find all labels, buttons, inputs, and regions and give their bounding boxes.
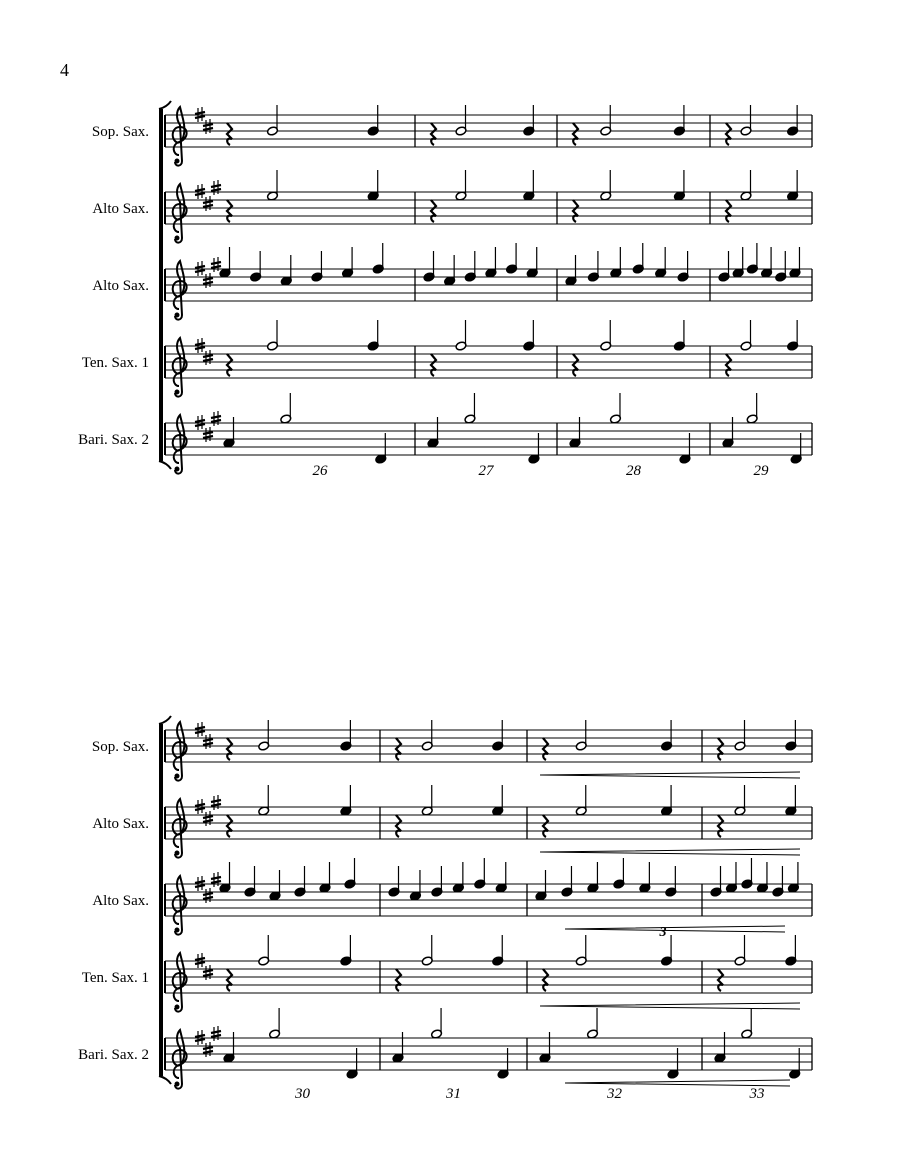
instrument-label: Ten. Sax. 1 [81,970,149,986]
quarter-rest-icon [543,969,548,991]
quarter-note-icon [342,247,354,278]
quarter-note-icon [506,243,518,274]
clef-dot-icon [175,467,180,472]
sharp-icon [211,411,221,426]
measure-number: 27 [478,463,494,479]
treble-clef-icon [173,184,187,243]
sharp-icon [211,1026,221,1041]
quarter-note-icon [639,862,651,893]
instrument-label: Bari. Sax. 2 [78,432,149,448]
quarter-rest-icon [573,200,578,222]
crescendo-hairpin [565,926,785,932]
quarter-rest-icon [396,815,401,837]
half-note-icon [740,105,752,136]
quarter-note-icon [761,247,773,278]
quarter-note-icon [587,251,599,282]
crescendo-hairpin [540,1003,800,1009]
quarter-rest-icon [396,969,401,991]
quarter-rest-icon [573,354,578,376]
treble-clef-icon [173,415,187,474]
quarter-rest-icon [227,354,232,376]
quarter-note-icon [444,255,456,286]
quarter-note-icon [718,251,730,282]
quarter-note-icon [280,255,292,286]
crescendo-hairpin [565,1080,790,1086]
staff-5 [78,393,812,474]
quarter-note-icon [410,870,422,901]
sharp-icon [211,872,221,887]
quarter-note-icon [269,870,281,901]
quarter-rest-icon [227,969,232,991]
half-note-icon [587,1008,599,1039]
sharp-icon [211,257,221,272]
instrument-label: Alto Sax. [92,816,149,832]
half-note-icon [600,105,612,136]
half-note-icon [258,720,270,751]
quarter-note-icon [523,105,535,136]
crescendo-hairpin [540,772,800,778]
staff-2 [92,170,812,243]
quarter-note-icon [757,862,769,893]
quarter-note-icon [677,251,689,282]
staff-3 [92,243,812,320]
instrument-label: Sop. Sax. [91,124,149,140]
quarter-note-icon [789,247,801,278]
quarter-note-icon [340,785,352,816]
half-note-icon [741,1008,753,1039]
staff-4 [82,935,812,1012]
quarter-note-icon [587,862,599,893]
bracket-top-hook [159,716,171,724]
quarter-note-icon [785,935,797,966]
quarter-note-icon [726,862,738,893]
quarter-note-icon [344,858,356,889]
quarter-note-icon [679,433,691,464]
quarter-note-icon [785,785,797,816]
half-note-icon [734,935,746,966]
measure-number: 30 [295,1086,310,1102]
quarter-note-icon [346,1048,358,1079]
quarter-note-icon [372,243,384,274]
system-2 [78,716,812,1102]
measure-number: 32 [607,1086,622,1102]
sharp-icon [211,180,221,195]
bracket-top-hook [159,101,171,109]
quarter-rest-icon [726,354,731,376]
clef-dot-icon [175,928,180,933]
treble-clef-icon [173,722,187,781]
quarter-note-icon [787,862,799,893]
quarter-note-icon [431,866,443,897]
measure-number: 28 [626,463,641,479]
quarter-note-icon [526,247,538,278]
quarter-rest-icon [227,815,232,837]
half-note-icon [455,170,467,201]
quarter-note-icon [452,862,464,893]
quarter-rest-icon [227,200,232,222]
quarter-note-icon [340,935,352,966]
half-note-icon [740,170,752,201]
treble-clef-icon [173,876,187,935]
system-1 [78,101,812,479]
half-note-icon [455,105,467,136]
quarter-note-icon [474,858,486,889]
half-note-icon [464,393,476,424]
quarter-note-icon [523,320,535,351]
quarter-note-icon [710,866,722,897]
sharp-icon [203,888,213,903]
quarter-note-icon [661,720,673,751]
instrument-label: Bari. Sax. 2 [78,1047,149,1063]
sharp-icon [203,119,213,134]
instrument-label: Sop. Sax. [91,739,149,755]
sharp-icon [203,273,213,288]
half-note-icon [734,785,746,816]
quarter-note-icon [787,105,799,136]
quarter-note-icon [790,433,802,464]
measure-number: 33 [749,1086,765,1102]
quarter-note-icon [367,170,379,201]
quarter-note-icon [528,433,540,464]
quarter-rest-icon [543,815,548,837]
staff-5 [78,1008,812,1089]
quarter-note-icon [789,1048,801,1079]
staff-2 [92,785,812,858]
quarter-note-icon [569,417,581,448]
bracket-bottom-hook [159,461,171,469]
clef-dot-icon [175,1082,180,1087]
quarter-rest-icon [726,123,731,145]
quarter-note-icon [722,417,734,448]
instrument-label: Alto Sax. [92,201,149,217]
quarter-rest-icon [431,200,436,222]
quarter-rest-icon [227,738,232,760]
half-note-icon [746,393,758,424]
half-note-icon [575,785,587,816]
quarter-note-icon [497,1048,509,1079]
quarter-note-icon [367,320,379,351]
half-note-icon [421,935,433,966]
half-note-icon [575,720,587,751]
sharp-icon [203,427,213,442]
treble-clef-icon [173,953,187,1012]
measure-number: 31 [446,1086,461,1102]
quarter-note-icon [523,170,535,201]
treble-clef-icon [173,1030,187,1089]
quarter-rest-icon [726,200,731,222]
quarter-note-icon [732,247,744,278]
quarter-note-icon [423,251,435,282]
quarter-rest-icon [718,815,723,837]
clef-dot-icon [175,236,180,241]
half-note-icon [267,105,279,136]
quarter-note-icon [775,251,787,282]
quarter-note-icon [464,251,476,282]
quarter-rest-icon [543,738,548,760]
measure-number: 26 [312,463,328,479]
half-note-icon [600,170,612,201]
sharp-icon [203,350,213,365]
quarter-note-icon [673,170,685,201]
quarter-note-icon [375,433,387,464]
staff-4 [82,320,812,397]
quarter-note-icon [340,720,352,751]
clef-dot-icon [175,1005,180,1010]
quarter-note-icon [655,247,667,278]
quarter-rest-icon [396,738,401,760]
quarter-rest-icon [718,738,723,760]
quarter-note-icon [661,785,673,816]
instrument-label: Alto Sax. [92,278,149,294]
half-note-icon [740,320,752,351]
quarter-note-icon [613,858,625,889]
quarter-note-icon [610,247,622,278]
quarter-note-icon [561,866,573,897]
instrument-label: Ten. Sax. 1 [81,355,149,371]
quarter-note-icon [785,720,797,751]
half-note-icon [269,1008,281,1039]
quarter-note-icon [535,870,547,901]
half-note-icon [258,785,270,816]
quarter-note-icon [787,170,799,201]
quarter-note-icon [665,866,677,897]
page-number: 4 [60,60,69,80]
clef-dot-icon [175,390,180,395]
instrument-label: Alto Sax. [92,893,149,909]
half-note-icon [258,935,270,966]
measure-number: 29 [753,463,769,479]
sharp-icon [203,811,213,826]
quarter-note-icon [485,247,497,278]
quarter-note-icon [388,866,400,897]
half-note-icon [600,320,612,351]
quarter-note-icon [311,251,323,282]
sharp-icon [211,795,221,810]
quarter-note-icon [223,1032,235,1063]
half-note-icon [280,393,292,424]
quarter-note-icon [495,862,507,893]
bracket-bottom-hook [159,1076,171,1084]
quarter-note-icon [392,1032,404,1063]
half-note-icon [734,720,746,751]
quarter-note-icon [244,866,256,897]
treble-clef-icon [173,338,187,397]
quarter-rest-icon [431,123,436,145]
quarter-rest-icon [718,969,723,991]
sharp-icon [203,196,213,211]
staff-3 [92,858,812,935]
treble-clef-icon [173,799,187,858]
quarter-note-icon [565,255,577,286]
clef-dot-icon [175,774,180,779]
staff-1 [92,105,812,166]
quarter-note-icon [714,1032,726,1063]
quarter-note-icon [673,320,685,351]
crescendo-hairpin [540,849,800,855]
half-note-icon [431,1008,443,1039]
clef-dot-icon [175,159,180,164]
half-note-icon [267,170,279,201]
clef-dot-icon [175,313,180,318]
quarter-note-icon [492,785,504,816]
quarter-note-icon [787,320,799,351]
clef-dot-icon [175,851,180,856]
staff-1 [92,720,812,781]
quarter-note-icon [319,862,331,893]
tuplet-number: 3 [659,925,667,940]
quarter-note-icon [294,866,306,897]
quarter-note-icon [667,1048,679,1079]
sharp-icon [203,1042,213,1057]
half-note-icon [455,320,467,351]
quarter-rest-icon [227,123,232,145]
sharp-icon [203,734,213,749]
quarter-note-icon [367,105,379,136]
quarter-note-icon [741,858,753,889]
half-note-icon [421,785,433,816]
quarter-note-icon [772,866,784,897]
quarter-note-icon [746,243,758,274]
quarter-note-icon [427,417,439,448]
quarter-note-icon [223,417,235,448]
half-note-icon [610,393,622,424]
half-note-icon [575,935,587,966]
treble-clef-icon [173,107,187,166]
half-note-icon [421,720,433,751]
quarter-rest-icon [431,354,436,376]
quarter-note-icon [250,251,262,282]
quarter-note-icon [492,935,504,966]
quarter-rest-icon [573,123,578,145]
sharp-icon [203,965,213,980]
quarter-note-icon [673,105,685,136]
quarter-note-icon [632,243,644,274]
treble-clef-icon [173,261,187,320]
quarter-note-icon [492,720,504,751]
half-note-icon [267,320,279,351]
quarter-note-icon [539,1032,551,1063]
